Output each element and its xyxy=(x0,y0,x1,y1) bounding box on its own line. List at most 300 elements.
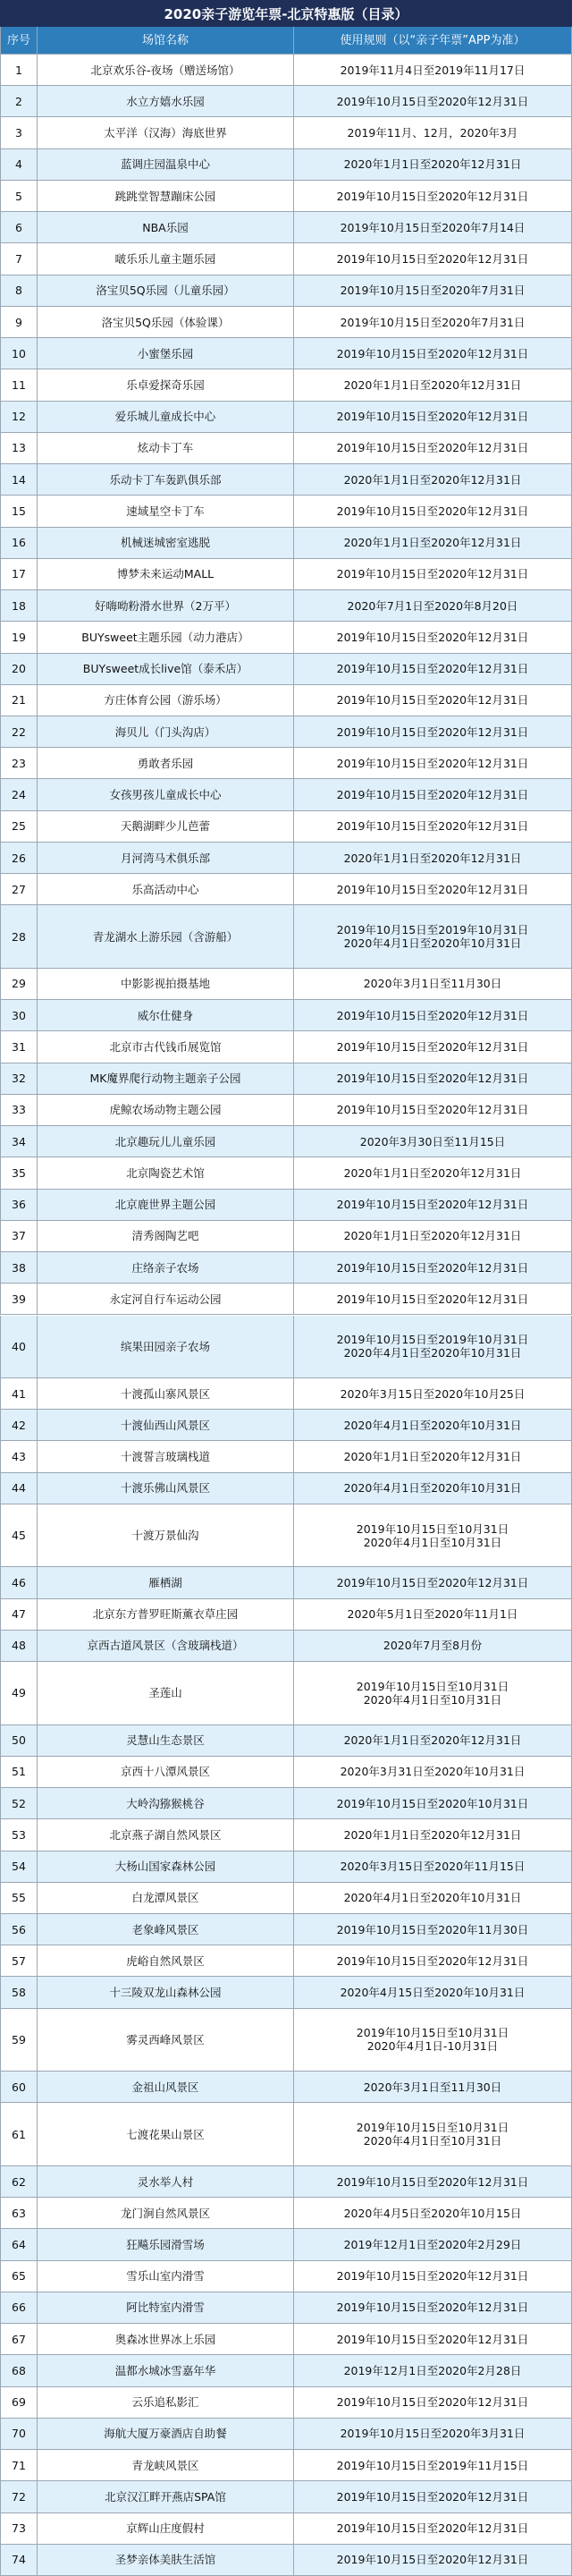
usage-rule xyxy=(294,496,572,527)
row-number: 27 xyxy=(0,874,38,905)
usage-rule-line: 2020年1月1日至2020年12月31日 xyxy=(343,536,522,550)
usage-rule xyxy=(294,1945,572,1977)
venue-name-line: 十渡仙西山风景区 xyxy=(120,1418,210,1432)
venue-name xyxy=(38,1473,294,1504)
usage-rule-line: 2019年10月15日至10月31日 xyxy=(356,2121,509,2135)
usage-rule-line: 2019年10月15日至2020年12月31日 xyxy=(336,567,529,581)
venue-name xyxy=(38,1284,294,1315)
venue-name xyxy=(38,275,294,307)
venue-name xyxy=(38,1567,294,1598)
venue-name-line: 机械迷城密室逃脱 xyxy=(120,536,210,550)
venue-name-line: 缤果田园亲子农场 xyxy=(120,1339,210,1353)
row-number: 23 xyxy=(0,748,38,779)
usage-rule-line: 2020年4月15日至2020年10月31日 xyxy=(340,1986,526,2000)
usage-rule-line: 2019年10月15日至2020年12月31日 xyxy=(336,504,529,518)
venue-name-line: 勇敢者乐园 xyxy=(137,756,194,770)
venue-name-line: 圣梦亲体美肤生活馆 xyxy=(114,2553,216,2567)
usage-rule xyxy=(294,1284,572,1315)
usage-rule xyxy=(294,1441,572,1472)
header-number: 序号 xyxy=(0,27,38,55)
venue-name-line: 小蜜堡乐园 xyxy=(137,346,194,360)
usage-rule xyxy=(294,369,572,401)
table-row xyxy=(0,1819,572,1851)
usage-rule-line: 2019年10月15日至2020年12月31日 xyxy=(336,630,529,644)
table-row xyxy=(0,149,572,181)
venue-name-line: 炫动卡丁车 xyxy=(137,441,194,455)
usage-rule xyxy=(294,590,572,622)
header-rule: 使用规则（以“亲子年票”APP为准） xyxy=(294,27,572,55)
venue-name-line: 北京燕子湖自然风景区 xyxy=(109,1827,222,1842)
venue-name-line: 北京东方普罗旺斯薰衣草庄园 xyxy=(92,1607,239,1622)
row-number: 61 xyxy=(0,2103,38,2165)
usage-rule xyxy=(294,2545,572,2576)
usage-rule-line: 2019年10月15日至2020年7月31日 xyxy=(340,315,526,329)
row-number: 44 xyxy=(0,1473,38,1504)
table-row xyxy=(0,369,572,401)
row-number: 31 xyxy=(0,1031,38,1063)
table-row xyxy=(0,622,572,653)
usage-rule-line: 2020年3月30日至11月15日 xyxy=(359,1134,506,1148)
usage-rule-line: 2019年10月15日至2020年12月31日 xyxy=(336,662,529,676)
venue-name-line: 奥森冰世界冰上乐园 xyxy=(114,2332,216,2346)
venue-name xyxy=(38,2545,294,2576)
table-row xyxy=(0,55,572,86)
venue-name-line: 洛宝贝5Q乐园（儿童乐园） xyxy=(96,284,235,298)
usage-rule-line: 2019年10月15日至10月31日 xyxy=(356,1679,509,1693)
venue-name-line: NBA乐园 xyxy=(142,220,189,234)
venue-name xyxy=(38,1378,294,1410)
venue-name-line: 十三陵双龙山森林公园 xyxy=(109,1986,222,2000)
usage-rule xyxy=(294,779,572,810)
venue-name-line: 中影影视拍摄基地 xyxy=(120,977,210,991)
table-row xyxy=(0,1000,572,1031)
usage-rule-line: 2019年10月15日至2020年12月31日 xyxy=(336,1198,529,1212)
table-row xyxy=(0,2166,572,2198)
venue-name-line: 博梦未来运动MALL xyxy=(116,567,214,581)
table-row xyxy=(0,528,572,559)
venue-name xyxy=(38,811,294,843)
venue-name xyxy=(38,1883,294,1914)
usage-rule xyxy=(294,685,572,716)
venue-name-line: 龙门涧自然风景区 xyxy=(120,2206,210,2220)
venue-name xyxy=(38,2103,294,2165)
usage-rule xyxy=(294,275,572,307)
row-number: 58 xyxy=(0,1977,38,2008)
venue-name xyxy=(38,369,294,401)
table-row xyxy=(0,1252,572,1284)
usage-rule xyxy=(294,874,572,905)
venue-name xyxy=(38,1441,294,1472)
row-number: 12 xyxy=(0,402,38,433)
usage-rule-line: 2019年10月15日至10月31日 xyxy=(356,2026,509,2040)
venue-name xyxy=(38,1662,294,1724)
usage-rule xyxy=(294,1126,572,1157)
usage-rule-line: 2019年10月15日至2020年7月31日 xyxy=(340,284,526,298)
venue-name-line: 北京陶瓷艺术馆 xyxy=(126,1165,205,1180)
usage-rule-line: 2019年10月15日至2020年12月31日 xyxy=(336,2489,529,2504)
usage-rule xyxy=(294,1190,572,1221)
venue-name xyxy=(38,559,294,590)
venue-name-line: 跳跳堂智慧蹦床公园 xyxy=(114,189,216,203)
venue-name-line: 圣莲山 xyxy=(148,1686,182,1700)
venue-name xyxy=(38,2419,294,2450)
usage-rule-line: 2020年1月1日至2020年12月31日 xyxy=(343,1229,522,1243)
venue-name-line: 十渡孤山寨风景区 xyxy=(120,1386,210,1401)
usage-rule-line: 2019年10月15日至2020年12月31日 xyxy=(336,756,529,770)
table-row xyxy=(0,307,572,338)
venue-name-line: 十渡乐佛山风景区 xyxy=(120,1481,210,1496)
venue-name-line: 速域星空卡丁车 xyxy=(126,504,205,518)
row-number: 21 xyxy=(0,685,38,716)
usage-rule-line: 2020年4月1日-10月31日 xyxy=(366,2039,499,2054)
venue-name-line: 大杨山国家森林公园 xyxy=(114,1860,216,1874)
venue-name xyxy=(38,433,294,464)
row-number: 14 xyxy=(0,464,38,496)
venue-name-line: 虎鲸农场动物主题公园 xyxy=(109,1103,222,1117)
venue-name xyxy=(38,1757,294,1788)
usage-rule-line: 2020年1月1日至2020年12月31日 xyxy=(343,1827,522,1842)
usage-rule xyxy=(294,2103,572,2165)
usage-rule xyxy=(294,2387,572,2419)
venue-name-line: 灵慧山生态景区 xyxy=(126,1733,205,1748)
venue-name-line: 海航大厦万豪酒店自助餐 xyxy=(104,2427,227,2441)
usage-rule xyxy=(294,1819,572,1851)
venue-name xyxy=(38,2355,294,2386)
usage-rule-line: 2020年1月1日至2020年12月31日 xyxy=(343,1733,522,1748)
venue-name xyxy=(38,716,294,748)
usage-rule-line: 2019年10月15日至2020年12月31日 xyxy=(336,2395,529,2410)
row-number: 22 xyxy=(0,716,38,748)
table-row xyxy=(0,685,572,716)
venue-name-line: 乐高活动中心 xyxy=(131,882,199,896)
venue-name-line: 蓝调庄园温泉中心 xyxy=(120,157,210,172)
venue-name xyxy=(38,181,294,212)
usage-rule-line: 2019年10月15日至2020年12月31日 xyxy=(336,94,529,108)
venue-name xyxy=(38,1852,294,1883)
table-row xyxy=(0,905,572,968)
venue-name xyxy=(38,1945,294,1977)
venue-name xyxy=(38,402,294,433)
usage-rule-line: 2019年10月15日至2020年12月31日 xyxy=(336,693,529,708)
row-number: 28 xyxy=(0,905,38,968)
table-row xyxy=(0,338,572,369)
venue-name-line: 乐卓爱探奇乐园 xyxy=(126,377,205,392)
usage-rule xyxy=(294,1725,572,1757)
venue-name xyxy=(38,243,294,275)
usage-rule xyxy=(294,212,572,243)
venue-name xyxy=(38,117,294,148)
venue-name-line: 乐动卡丁车轰趴俱乐部 xyxy=(109,472,222,487)
usage-rule xyxy=(294,1631,572,1662)
usage-rule-line: 2019年10月15日至2020年12月31日 xyxy=(336,346,529,360)
venue-name xyxy=(38,307,294,338)
venue-name-line: 太平洋（汉海）海底世界 xyxy=(104,126,227,140)
venue-name xyxy=(38,1977,294,2008)
usage-rule-line: 2019年10月15日至2020年12月31日 xyxy=(336,2553,529,2567)
row-number: 64 xyxy=(0,2229,38,2260)
venue-name xyxy=(38,1504,294,1567)
table-row xyxy=(0,1883,572,1914)
venue-name xyxy=(38,1788,294,1819)
usage-rule xyxy=(294,2261,572,2292)
row-number: 38 xyxy=(0,1252,38,1284)
venue-name xyxy=(38,86,294,117)
row-number: 43 xyxy=(0,1441,38,1472)
venue-name xyxy=(38,1000,294,1031)
venue-name xyxy=(38,1157,294,1189)
table-row xyxy=(0,1316,572,1378)
venue-name xyxy=(38,2009,294,2072)
table-row xyxy=(0,496,572,527)
venue-name xyxy=(38,654,294,685)
usage-rule xyxy=(294,2450,572,2481)
venue-name-line: 北京鹿世界主题公园 xyxy=(114,1198,216,1212)
table-row xyxy=(0,2072,572,2103)
row-number: 1 xyxy=(0,55,38,86)
venue-name-line: 北京欢乐谷-夜场（赠送场馆） xyxy=(90,63,240,77)
usage-rule-line: 2019年10月15日至2020年12月31日 xyxy=(336,441,529,455)
venue-name-line: 水立方嬉水乐园 xyxy=(126,94,205,108)
row-number: 68 xyxy=(0,2355,38,2386)
table-title: 2020亲子游览年票-北京特惠版（目录） xyxy=(0,0,572,27)
venue-name xyxy=(38,2292,294,2324)
venue-name xyxy=(38,1914,294,1945)
usage-rule xyxy=(294,1378,572,1410)
usage-rule xyxy=(294,559,572,590)
usage-rule-line: 2019年10月15日至2020年12月31日 xyxy=(336,1072,529,1086)
usage-rule-line: 2019年10月15日至10月31日 xyxy=(356,1521,509,1536)
usage-rule-line: 2020年7月1日至2020年8月20日 xyxy=(347,598,518,613)
table-row xyxy=(0,86,572,117)
venue-name-line: 京西十八潭风景区 xyxy=(120,1765,210,1779)
usage-rule-line: 2019年10月15日至2019年10月31日 xyxy=(336,1333,529,1347)
header-venue: 场馆名称 xyxy=(38,27,294,55)
venue-name-line: 金祖山风景区 xyxy=(131,2080,199,2094)
row-number: 49 xyxy=(0,1662,38,1724)
table-row xyxy=(0,2198,572,2229)
venue-name-line: 青龙湖水上游乐园（含游船） xyxy=(92,929,239,944)
venue-name-line: 京西古道风景区（含玻璃栈道） xyxy=(87,1639,244,1653)
row-number: 18 xyxy=(0,590,38,622)
table-row xyxy=(0,779,572,810)
row-number: 74 xyxy=(0,2545,38,2576)
venue-name xyxy=(38,685,294,716)
usage-rule-line: 2019年10月15日至2020年12月31日 xyxy=(336,1008,529,1022)
usage-rule-line: 2019年10月15日至2020年12月31日 xyxy=(336,2174,529,2189)
venue-name xyxy=(38,2324,294,2355)
usage-rule xyxy=(294,243,572,275)
usage-rule-line: 2020年5月1日至2020年11月1日 xyxy=(347,1607,518,1622)
usage-rule xyxy=(294,1567,572,1598)
table-row xyxy=(0,1504,572,1567)
venue-name-line: 啵乐乐儿童主题乐园 xyxy=(114,252,216,267)
usage-rule xyxy=(294,307,572,338)
venue-name xyxy=(38,2387,294,2419)
usage-rule-line: 2020年4月1日至2020年10月31日 xyxy=(343,1346,522,1360)
table-row xyxy=(0,874,572,905)
row-number: 7 xyxy=(0,243,38,275)
venue-name-line: 方庄体育公园（游乐场） xyxy=(104,693,227,708)
row-number: 47 xyxy=(0,1599,38,1631)
usage-rule-line: 2019年10月15日至2020年12月31日 xyxy=(336,1103,529,1117)
usage-rule xyxy=(294,2419,572,2450)
usage-rule xyxy=(294,55,572,86)
table-row xyxy=(0,1031,572,1063)
usage-rule xyxy=(294,1788,572,1819)
usage-rule xyxy=(294,654,572,685)
usage-rule xyxy=(294,1757,572,1788)
venue-name xyxy=(38,590,294,622)
usage-rule xyxy=(294,716,572,748)
venue-name-line: 雪乐山室内滑雪 xyxy=(126,2269,205,2284)
row-number: 5 xyxy=(0,181,38,212)
row-number: 56 xyxy=(0,1914,38,1945)
header-row xyxy=(0,27,572,55)
venue-name-line: 灵水举人村 xyxy=(137,2174,194,2189)
table-row xyxy=(0,748,572,779)
venue-name-line: 清秀阁陶艺吧 xyxy=(131,1229,199,1243)
usage-rule xyxy=(294,622,572,653)
venue-name xyxy=(38,464,294,496)
venue-name-line: 京辉山庄度假村 xyxy=(126,2521,205,2536)
table-row xyxy=(0,2450,572,2481)
usage-rule xyxy=(294,1914,572,1945)
table-row xyxy=(0,2103,572,2165)
row-number: 13 xyxy=(0,433,38,464)
usage-rule-line: 2019年10月15日至2020年10月31日 xyxy=(336,1796,529,1810)
usage-rule xyxy=(294,1157,572,1189)
usage-rule-line: 2019年10月15日至2020年12月31日 xyxy=(336,724,529,739)
table-row xyxy=(0,2229,572,2260)
row-number: 6 xyxy=(0,212,38,243)
venue-name xyxy=(38,1316,294,1378)
row-number: 8 xyxy=(0,275,38,307)
row-number: 3 xyxy=(0,117,38,148)
usage-rule xyxy=(294,1095,572,1126)
venue-name xyxy=(38,622,294,653)
venue-name-line: 女孩男孩儿童成长中心 xyxy=(109,788,222,802)
table-row xyxy=(0,2513,572,2545)
usage-rule-line: 2019年10月15日至2020年12月31日 xyxy=(336,1576,529,1589)
usage-rule-line: 2019年10月15日至2020年12月31日 xyxy=(336,410,529,424)
table-row xyxy=(0,654,572,685)
venue-name-line: 爱乐城儿童成长中心 xyxy=(114,410,216,424)
usage-rule-line: 2019年10月15日至2020年12月31日 xyxy=(336,819,529,834)
row-number: 52 xyxy=(0,1788,38,1819)
usage-rule xyxy=(294,2481,572,2512)
table-row xyxy=(0,433,572,464)
row-number: 70 xyxy=(0,2419,38,2450)
table-row xyxy=(0,1473,572,1504)
row-number: 17 xyxy=(0,559,38,590)
table-row xyxy=(0,1788,572,1819)
row-number: 37 xyxy=(0,1221,38,1252)
usage-rule xyxy=(294,905,572,968)
row-number: 32 xyxy=(0,1063,38,1095)
usage-rule xyxy=(294,1063,572,1095)
usage-rule-line: 2019年10月15日至2019年10月31日 xyxy=(336,923,529,937)
table-row xyxy=(0,1599,572,1631)
usage-rule xyxy=(294,811,572,843)
usage-rule xyxy=(294,1252,572,1284)
table-row xyxy=(0,716,572,748)
usage-rule xyxy=(294,528,572,559)
table-row xyxy=(0,843,572,874)
usage-rule xyxy=(294,748,572,779)
usage-rule xyxy=(294,1031,572,1063)
table-row xyxy=(0,1725,572,1757)
table-row xyxy=(0,1757,572,1788)
venue-name xyxy=(38,149,294,181)
usage-rule-line: 2020年1月1日至2020年12月31日 xyxy=(343,1450,522,1464)
row-number: 51 xyxy=(0,1757,38,1788)
row-number: 41 xyxy=(0,1378,38,1410)
usage-rule-line: 2019年10月15日至2020年12月31日 xyxy=(336,1953,529,1968)
usage-rule xyxy=(294,86,572,117)
table-row xyxy=(0,1852,572,1883)
table-row xyxy=(0,402,572,433)
venue-name xyxy=(38,874,294,905)
venue-name xyxy=(38,1819,294,1851)
table-row xyxy=(0,212,572,243)
row-number: 42 xyxy=(0,1410,38,1441)
usage-rule-line: 2019年10月15日至2020年7月14日 xyxy=(340,220,526,234)
row-number: 33 xyxy=(0,1095,38,1126)
venue-name-line: 七渡花果山景区 xyxy=(126,2127,205,2141)
row-number: 63 xyxy=(0,2198,38,2229)
usage-rule xyxy=(294,1852,572,1883)
usage-rule xyxy=(294,1473,572,1504)
usage-rule xyxy=(294,2324,572,2355)
venue-name-line: 洛宝贝5Q乐园（体验课） xyxy=(101,315,230,329)
venue-name-line: 雁栖湖 xyxy=(148,1576,182,1589)
venue-name-line: 好嗨呦粉滑水世界（2万平） xyxy=(95,598,236,613)
table-row xyxy=(0,181,572,212)
venue-name xyxy=(38,1031,294,1063)
venue-name xyxy=(38,1095,294,1126)
row-number: 26 xyxy=(0,843,38,874)
usage-rule-line: 2019年10月15日至2020年12月31日 xyxy=(336,788,529,802)
table-row xyxy=(0,1157,572,1189)
usage-rule xyxy=(294,402,572,433)
venue-name xyxy=(38,969,294,1000)
table-row xyxy=(0,1095,572,1126)
usage-rule-line: 2020年4月1日至2020年10月31日 xyxy=(343,1481,522,1496)
usage-rule-line: 2019年10月15日至2020年12月31日 xyxy=(336,189,529,203)
venue-name xyxy=(38,2481,294,2512)
table-row xyxy=(0,811,572,843)
venue-name-line: BUYsweet成长live馆（泰禾店） xyxy=(82,662,248,676)
venue-name xyxy=(38,2072,294,2103)
table-row xyxy=(0,2009,572,2072)
table-row xyxy=(0,1631,572,1662)
table-row xyxy=(0,1284,572,1315)
usage-rule-line: 2020年4月1日至2020年10月31日 xyxy=(343,936,522,951)
row-number: 66 xyxy=(0,2292,38,2324)
venue-name xyxy=(38,2166,294,2198)
venue-name-line: BUYsweet主题乐园（动力港店） xyxy=(81,630,249,644)
usage-rule-line: 2020年4月1日至10月31日 xyxy=(363,2134,502,2148)
venue-name-line: 虎峪自然风景区 xyxy=(126,1953,205,1968)
table-row xyxy=(0,1567,572,1598)
usage-rule xyxy=(294,2229,572,2260)
usage-rule xyxy=(294,2355,572,2386)
usage-rule xyxy=(294,149,572,181)
usage-rule-line: 2019年10月15日至2020年12月31日 xyxy=(336,1039,529,1054)
usage-rule-line: 2019年12月1日至2020年2月29日 xyxy=(343,2237,522,2251)
venue-name xyxy=(38,1410,294,1441)
table-row xyxy=(0,590,572,622)
